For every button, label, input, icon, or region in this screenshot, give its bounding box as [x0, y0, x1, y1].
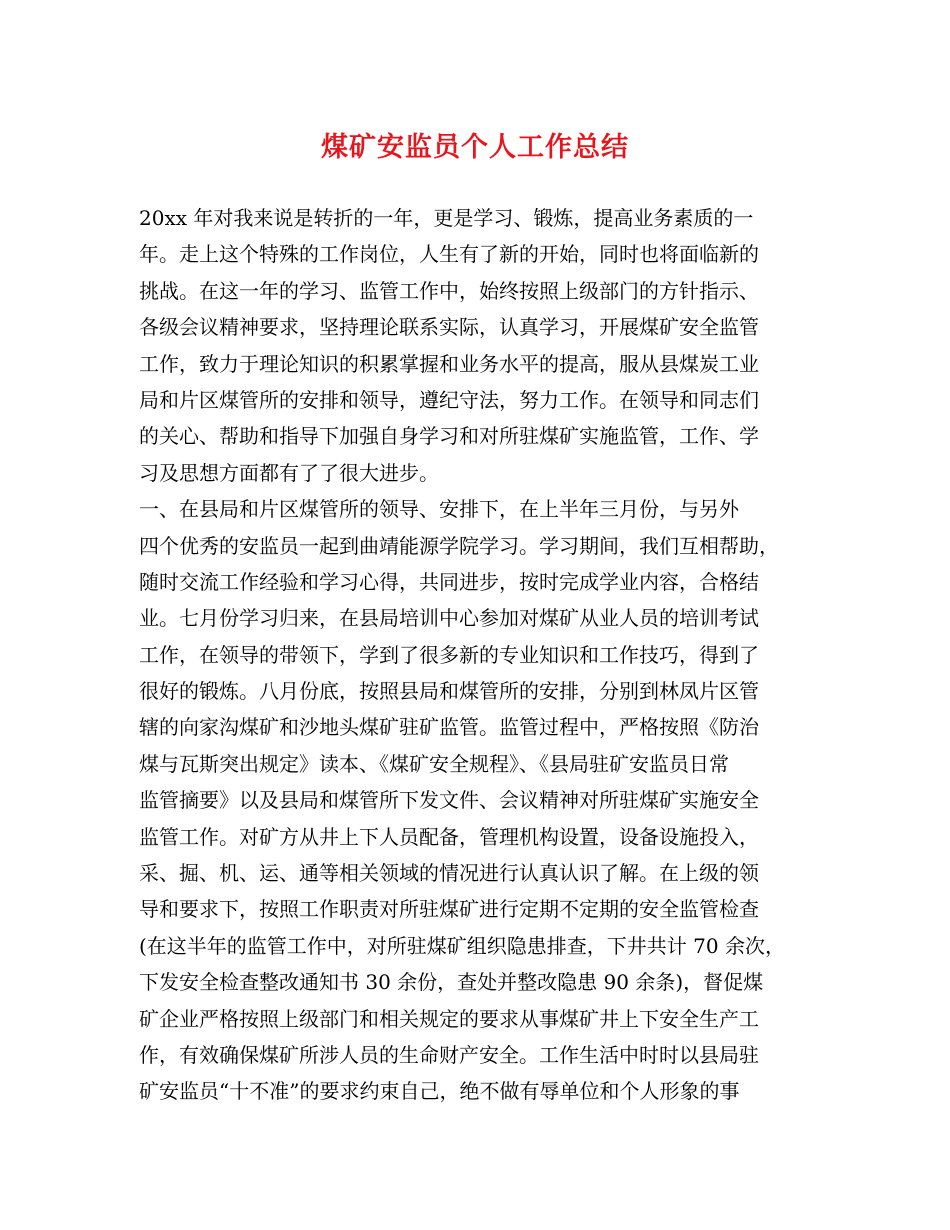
body-line: 作，有效确保煤矿所涉人员的生命财产安全。工作生活中时时以县局驻 — [139, 1042, 759, 1067]
body-line: 导和要求下，按照工作职责对所驻煤矿进行定期不定期的安全监管检查 — [139, 897, 759, 922]
body-line: 监管摘要》以及县局和煤管所下发文件、会议精神对所驻煤矿实施安全 — [139, 788, 759, 813]
body-line: 的关心、帮助和指导下加强自身学习和对所驻煤矿实施监管，工作、学 — [139, 424, 759, 449]
body-line: 年。走上这个特殊的工作岗位，人生有了新的开始，同时也将面临新的 — [139, 242, 759, 267]
body-line: 四个优秀的安监员一起到曲靖能源学院学习。学习期间，我们互相帮助， — [139, 533, 779, 558]
body-line: (在这半年的监管工作中，对所驻煤矿组织隐患排查，下井共计 70 余次， — [139, 933, 785, 958]
body-line: 各级会议精神要求，坚持理论联系实际，认真学习，开展煤矿安全监管 — [139, 315, 759, 340]
body-line: 辖的向家沟煤矿和沙地头煤矿驻矿监管。监管过程中，严格按照《防治 — [139, 715, 759, 740]
body-line: 矿企业严格按照上级部门和相关规定的要求从事煤矿井上下安全生产工 — [139, 1006, 759, 1031]
document-title: 煤矿安监员个人工作总结 — [321, 132, 629, 163]
body-line: 很好的锻炼。八月份底，按照县局和煤管所的安排，分别到林凤片区管 — [139, 679, 759, 704]
body-line: 20xx 年对我来说是转折的一年，更是学习、锻炼，提高业务素质的一 — [139, 206, 754, 230]
body-line: 习及思想方面都有了了很大进步。 — [139, 460, 439, 485]
body-line: 工作，在领导的带领下，学到了很多新的专业知识和工作技巧，得到了 — [139, 642, 759, 667]
body-line: 监管工作。对矿方从井上下人员配备，管理机构设置，设备设施投入， — [139, 824, 759, 849]
body-line: 煤与瓦斯突出规定》读本、《煤矿安全规程》、《县局驻矿安监员日常 — [139, 751, 729, 776]
document-body — [139, 200, 829, 1110]
body-line: 下发安全检查整改通知书 30 余份，查处并整改隐患 90 余条)，督促煤 — [139, 970, 764, 995]
body-line: 工作，致力于理论知识的积累掌握和业务水平的提高，服从县煤炭工业 — [139, 351, 759, 376]
body-line: 业。七月份学习归来，在县局培训中心参加对煤矿从业人员的培训考试 — [139, 606, 759, 631]
body-line: 一、在县局和片区煤管所的领导、安排下，在上半年三月份，与另外 — [139, 497, 739, 522]
body-line: 采、掘、机、运、通等相关领域的情况进行认真认识了解。在上级的领 — [139, 861, 759, 886]
body-line: 局和片区煤管所的安排和领导，遵纪守法，努力工作。在领导和同志们 — [139, 387, 759, 412]
body-line: 矿安监员“十不准”的要求约束自己，绝不做有辱单位和个人形象的事 — [139, 1079, 740, 1104]
body-line: 挑战。在这一年的学习、监管工作中，始终按照上级部门的方针指示、 — [139, 278, 759, 303]
body-line: 随时交流工作经验和学习心得，共同进步，按时完成学业内容，合格结 — [139, 569, 759, 594]
